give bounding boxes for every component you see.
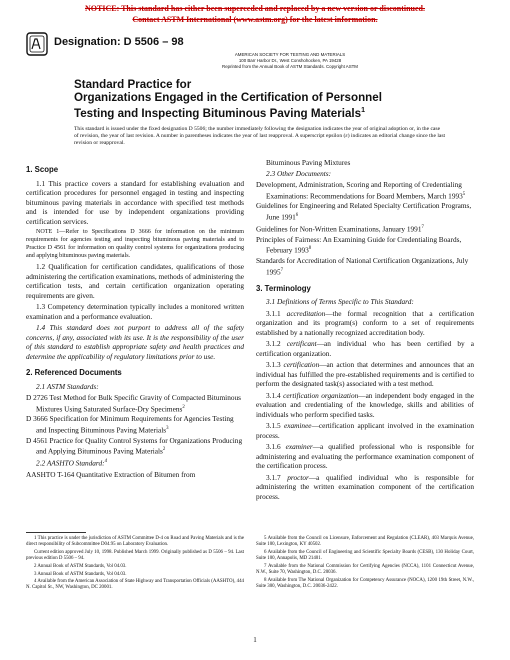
section-1-3: 1.3 Competency determination typically includes a monitored written examination and a performance evaluation.	[26, 302, 244, 321]
title-line-2: Organizations Engaged in the Certification of Personnel	[74, 91, 382, 104]
title-footnote-ref: 1	[361, 107, 365, 114]
definition-certification-organization: 3.1.4 certification organization—an independent body engaged in the evaluation and credentialing of the knowledge, skills and abilities of individuals who perform specified tasks.	[256, 390, 474, 419]
other-documents-heading: 2.3 Other Documents:	[266, 168, 332, 178]
footnote-3: 3 Annual Book of ASTM Standards, Vol 04.03.	[34, 571, 127, 577]
title-line-1: Standard Practice for	[74, 78, 192, 91]
publisher-address: 100 Barr Harbor Dr., West Conshohocken, PA 19428	[238, 58, 342, 63]
publisher-name: AMERICAN SOCIETY FOR TESTING AND MATERIALS	[234, 52, 346, 57]
definition-proctor: 3.1.7 proctor—a qualified individual who is responsible for administering the written examination component of the certification process.	[256, 472, 474, 501]
footnotes-right	[256, 532, 474, 592]
document-title	[74, 78, 394, 120]
other-doc-credentialing: Development, Administration, Scoring and Reporting of Credentialing Examinations: Recommendations for Board Members, March 1993$^5$	[256, 180, 466, 200]
page-number: 1	[253, 636, 257, 644]
footnote-4: 4 Available from the American Association of State Highway and Transportation Officials (AASHTO), 444 N. Capitol St., NW, Washington, DC 20001.	[26, 579, 244, 591]
copyright-line: Reprinted from the Annual Book of ASTM Standards. Copyright ASTM	[222, 64, 358, 69]
other-doc-non-written: Guidelines for Non-Written Examinations, January 1991$^7$	[256, 224, 424, 234]
other-doc-accreditation: Standards for Accreditation of National Certification Organizations, July 1995$^7$	[256, 256, 469, 277]
ref-d2726: D 2726 Test Method for Bulk Specific Gravity of Compacted Bituminous Mixtures Using Saturated Surface-Dry Specimens$^2$	[26, 393, 241, 413]
other-doc-engineering-guidelines: Guidelines for Engineering and Related Specialty Certification Programs, June 1991$^6$	[256, 201, 472, 222]
footnote-1-edition: Current edition approved July 10, 1998. Published March 1999. Originally published as D 5506 – 94. Last previous edition D 5506 – 94.	[26, 549, 244, 562]
section-1-4: 1.4 This standard does not purport to address all of the safety concerns, if any, associated with its use. It is the responsibility of the user of this standard to establish appropriate safety and health practices and determine the applicability of regulatory limitations prior to use.	[26, 323, 244, 361]
terminology-heading: 3. Terminology	[256, 283, 311, 293]
referenced-documents-heading: 2. Referenced Documents	[26, 368, 122, 377]
scope-heading: 1. Scope	[26, 165, 59, 174]
title-line-3: Testing and Inspecting Bituminous Paving Materials$^1$	[74, 106, 365, 120]
ref-aashto-t164-continued: Bituminous Paving Mixtures	[266, 158, 351, 167]
footnotes-left	[26, 532, 244, 593]
footnote-1: 1 This practice is under the jurisdiction of ASTM Committee D-4 on Road and Paving Materials and is the direct responsibility of Subcommittee D04.95 on Laboratory Evaluation.	[26, 536, 244, 548]
footnote-5: 5 Available from the Council on Licensure, Enforcement and Regulation (CLEAR), 403 Marquis Avenue, Suite 100, Lexington, KY 40502.	[256, 536, 474, 548]
definition-accreditation: 3.1.1 accreditation—the formal recognition that a certification organization and its program(s) conform to a set of requirements established by a nationally recognized accreditation body.	[256, 308, 474, 337]
footnote-2: 2 Annual Book of ASTM Standards, Vol 04.03.	[34, 563, 127, 569]
definition-examiner: 3.1.6 examiner—a qualified professional who is responsible for administering and evaluating the performance examination component of the certification process.	[256, 442, 474, 471]
note-1: NOTE 1—Refer to Specifications D 3666 for information on the minimum requirements for agencies testing and inspecting bituminous paving materials and to Practice D 4561 for information on quality control systems for organizations producing and applying bituminous paving materials.	[26, 229, 244, 259]
ref-d4561: D 4561 Practice for Quality Control Systems for Organizations Producing and Applying Bituminous Paving Materials$^2$	[26, 435, 243, 456]
notice-line-2: Contact ASTM International (www.astm.org) for the latest information.	[132, 15, 378, 24]
definition-examinee: 3.1.5 examinee—certification applicant involved in the examination process.	[256, 421, 475, 440]
footnote-7: 7 Available from the National Commission for Certifying Agencies (NCCA), 1101 Connecticut Avenue, N.W., Suite 70, Washington, D.C. 20036.	[256, 563, 474, 576]
astm-logo-icon	[26, 32, 48, 56]
footnote-8: 8 Available from The National Organization for Competency Assurance (NOCA), 1200 19th Street, N.W., Suite 300, Washington, D.C. 20036-2422.	[256, 577, 474, 589]
issuance-statement: This standard is issued under the fixed designation D 5506; the number immediately following the designation indicates the year of original adoption or, in the case of revision, the year of last revision. A number in parentheses indicates the year of last reapproval. A superscript epsilon (ε) indicates an editorial change since the last revision or reapproval.	[74, 126, 446, 146]
astm-standards-heading: 2.1 ASTM Standards:	[36, 381, 99, 391]
ref-aashto-t164: AASHTO T-164 Quantitative Extraction of Bitumen from	[26, 470, 196, 480]
section-1-1: 1.1 This practice covers a standard for establishing evaluation and certification procedures for personnel engaged in testing and inspecting bituminous paving materials in accordance with specified test methods and is intended for use by independent organizations providing certification services.	[26, 178, 244, 226]
definition-certification: 3.1.3 certification—an action that determines and announces that an individual has fulfilled the pre-established requirements and is certified to perform the designated task(s) associated with a test method.	[256, 360, 474, 389]
other-doc-fairness: Principles of Fairness: An Examining Guide for Credentialing Boards, February 1993$^8$	[256, 234, 462, 255]
designation: Designation: D 5506 – 98	[54, 36, 184, 48]
definitions-heading: 3.1 Definitions of Terms Specific to This Standard:	[266, 297, 414, 307]
right-column	[256, 158, 474, 503]
section-1-2: 1.2 Qualification for certification candidates, qualifications of those administering the certification examinations, methods of administering the certification tests, and certain certification organization operating requirements are given.	[26, 262, 244, 300]
footnote-rule	[26, 532, 86, 533]
notice-line-1: NOTICE: This standard has either been superceded and replaced by a new version or discontinued.	[85, 4, 425, 13]
footnote-6: 6 Available from the Council of Engineering and Scientific Specialty Boards (CESB), 130 Holiday Court, Suite 100, Annapolis, MD 21401.	[256, 549, 474, 562]
publisher-block	[200, 52, 380, 70]
left-column	[26, 158, 244, 481]
ref-d3666: D 3666 Specification for Minimum Requirements for Agencies Testing and Inspecting Bituminous Paving Materials$^3$	[26, 414, 234, 435]
supersession-notice	[40, 3, 470, 25]
aashto-standard-heading: 2.2 AASHTO Standard:$^4$	[36, 458, 107, 468]
definition-certificant: 3.1.2 certificant—an individual who has been certified by a certification organization.	[256, 339, 474, 358]
